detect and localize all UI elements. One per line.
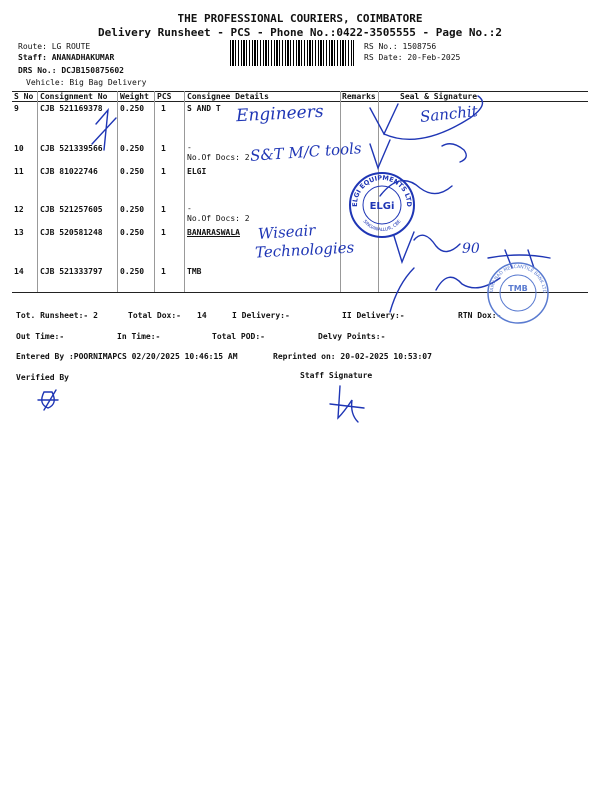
row-sno: 12 xyxy=(14,205,24,214)
col-header-consignment: Consignment No xyxy=(40,92,108,101)
out-time-label: Out Time:- xyxy=(16,332,65,341)
handwritten-phone: 90 xyxy=(462,241,480,257)
row-pcs: 1 xyxy=(161,167,166,176)
row-weight: 0.250 xyxy=(120,228,145,237)
signature-stroke xyxy=(414,235,460,251)
staff-signature-label: Staff Signature xyxy=(300,371,373,380)
tmb-seal-stamp xyxy=(485,260,551,326)
company-title: THE PROFESSIONAL COURIERS, COIMBATORE xyxy=(177,12,423,25)
row-pcs: 1 xyxy=(161,267,166,276)
row-consignee: ELGI xyxy=(187,167,207,176)
row-pcs: 1 xyxy=(161,228,166,237)
row-pcs: 1 xyxy=(161,104,166,113)
row-weight: 0.250 xyxy=(120,167,145,176)
row-consignment: CJB 521169378 xyxy=(40,104,103,113)
col-header-pcs: PCS xyxy=(157,92,172,101)
entered-by: Entered By :POORNIMAPCS 02/20/2025 10:46:15 AM xyxy=(16,352,238,361)
col-header-remarks: Remarks xyxy=(342,92,376,101)
row-consignment: CJB 520581248 xyxy=(40,228,103,237)
total-dox-label: Total Dox:- xyxy=(128,311,181,320)
tot-runsheet: Tot. Runsheet:- 2 xyxy=(16,311,98,320)
vehicle-label: Vehicle: Big Bag Delivery xyxy=(26,78,147,87)
elgi-stamp-center: ELGi xyxy=(369,201,395,212)
col-header-weight: Weight xyxy=(120,92,149,101)
staff-signature-stroke xyxy=(330,386,364,422)
in-time-label: In Time:- xyxy=(117,332,161,341)
col-header-sno: S No xyxy=(14,92,34,101)
rs-date: RS Date: 20-Feb-2025 xyxy=(364,53,461,62)
row-weight: 0.250 xyxy=(120,104,145,113)
staff-label: Staff: ANANADHAKUMAR xyxy=(18,53,115,62)
runsheet-title: Delivery Runsheet - PCS - Phone No.:0422-3505555 - Page No.:2 xyxy=(98,26,502,39)
handwritten-company-line1: Wiseair xyxy=(257,221,316,243)
rtn-dox-label: RTN Dox:- xyxy=(458,311,502,320)
elgi-stamp-bottom-text: SINGANALLUR, CBE xyxy=(361,219,403,234)
signature-stroke xyxy=(384,96,483,139)
elgi-seal-stamp xyxy=(347,170,417,240)
i-delivery-label: I Delivery:- xyxy=(232,311,290,320)
row-weight: 0.250 xyxy=(120,267,145,276)
verified-by-label: Verified By xyxy=(16,373,69,382)
row-weight: 0.250 xyxy=(120,144,145,153)
row-consignment: CJB 521257605 xyxy=(40,205,103,214)
tick-mark-stroke xyxy=(370,104,398,134)
reprinted-on: Reprinted on: 20-02-2025 10:53:07 xyxy=(273,352,432,361)
row-sno: 10 xyxy=(14,144,24,153)
elgi-stamp-ring-text: ELGI EQUIPMENTS LTD xyxy=(350,173,414,207)
route-label: Route: LG ROUTE xyxy=(18,42,91,51)
row-weight: 0.250 xyxy=(120,205,145,214)
total-dox-value: 14 xyxy=(197,311,207,320)
row-pcs: 1 xyxy=(161,205,166,214)
handwritten-company-line2: Technologies xyxy=(254,238,355,262)
row-sno: 11 xyxy=(14,167,24,176)
row-consignment: CJB 81022746 xyxy=(40,167,98,176)
row-pcs: 1 xyxy=(161,144,166,153)
tmb-stamp-ring-text: TAMILNAD MERCANTILE BANK LTD xyxy=(489,264,547,294)
row-consignee: - xyxy=(187,204,192,213)
row-consignee: BANARASWALA xyxy=(187,228,240,237)
tick-mark-stroke xyxy=(370,140,390,168)
row-doc-count: No.Of Docs: 2 xyxy=(187,153,250,162)
tmb-stamp-center: TMB xyxy=(508,284,528,293)
signature-stroke xyxy=(92,110,116,150)
col-header-consignee: Consignee Details xyxy=(187,92,269,101)
row-sno: 13 xyxy=(14,228,24,237)
delvy-points-label: Delvy Points:- xyxy=(318,332,386,341)
signature-stroke xyxy=(390,268,414,312)
row-consignee: - xyxy=(187,143,192,152)
row-consignee: S AND T xyxy=(187,104,221,113)
total-pod-label: Total POD:- xyxy=(212,332,265,341)
signature-stroke xyxy=(442,144,466,162)
drs-number: DRS No.: DCJB150875602 xyxy=(18,66,124,75)
handwritten-signature-name: Sanchit xyxy=(419,102,479,126)
row-consignment: CJB 521333797 xyxy=(40,267,103,276)
row-sno: 9 xyxy=(14,104,19,113)
row-consignee: TMB xyxy=(187,267,202,276)
svg-text:SINGANALLUR, CBE xyxy=(362,219,403,234)
row-sno: 14 xyxy=(14,267,24,276)
verified-signature xyxy=(38,390,58,410)
handwritten-engineers: Engineers xyxy=(235,101,325,127)
handwritten-tools: S&T M/C tools xyxy=(249,139,363,165)
ii-delivery-label: II Delivery:- xyxy=(342,311,405,320)
row-consignment: CJB 521339566 xyxy=(40,144,103,153)
rs-number: RS No.: 1508756 xyxy=(364,42,437,51)
row-doc-count: No.Of Docs: 2 xyxy=(187,214,250,223)
col-header-seal-signature: Seal & Signature xyxy=(400,92,478,101)
